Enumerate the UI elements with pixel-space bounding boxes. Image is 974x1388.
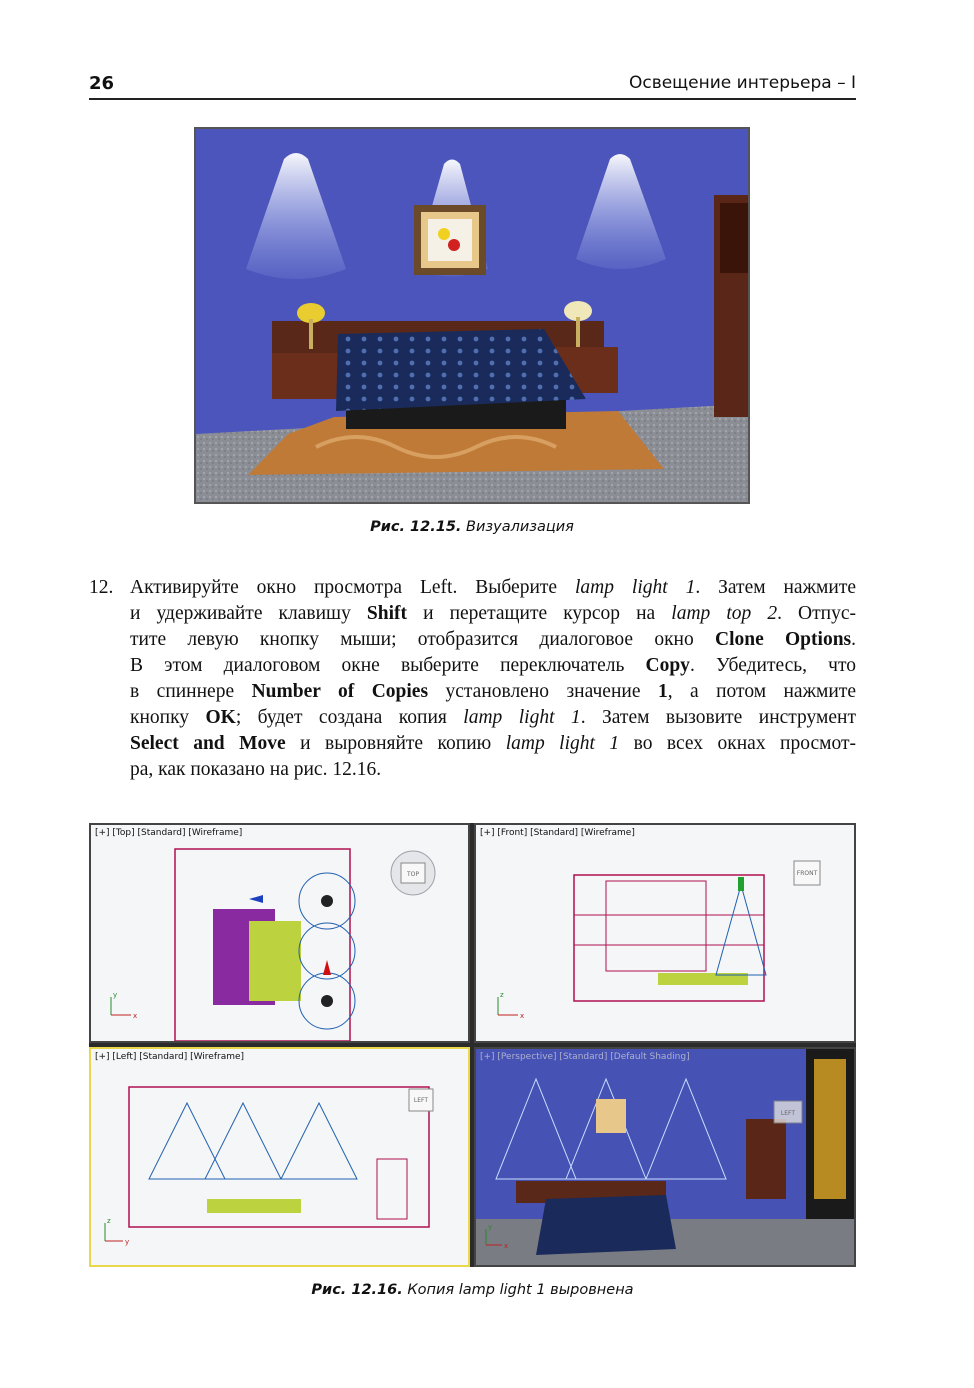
axis-x-front: x bbox=[520, 1012, 525, 1020]
viewport-front[interactable] bbox=[474, 823, 856, 1043]
step-text-run: кнопку bbox=[130, 707, 206, 728]
viewport-left[interactable] bbox=[89, 1047, 470, 1267]
viewport-top[interactable] bbox=[89, 823, 470, 1043]
step-text-run: и перетащите курсор на bbox=[407, 603, 672, 624]
step-object-name: lamp light 1 bbox=[463, 707, 581, 728]
step-line bbox=[130, 731, 856, 757]
step-bold-term: OK bbox=[205, 707, 236, 728]
axis-y-persp: y bbox=[488, 1223, 493, 1231]
step-bold-term: Clone Options bbox=[715, 629, 852, 650]
step-line bbox=[130, 653, 856, 679]
step-number: 12. bbox=[89, 577, 114, 598]
step-text-run: ра, как показано на рис. 12.16. bbox=[130, 759, 382, 780]
step-text bbox=[130, 575, 856, 783]
step-line bbox=[130, 601, 856, 627]
caption-text-1: Визуализация bbox=[461, 519, 574, 535]
step-line bbox=[130, 627, 856, 653]
running-title: Освещение интерьера – I bbox=[628, 73, 856, 93]
step-bold-term: 1 bbox=[657, 681, 668, 702]
viewport-perspective[interactable] bbox=[474, 1047, 856, 1267]
step-text-run: тите левую кнопку мыши; отобразится диалоговое окно bbox=[130, 629, 715, 650]
viewcube-front[interactable]: FRONT bbox=[796, 870, 818, 877]
step-bold-term: Select and Move bbox=[130, 733, 286, 754]
caption-label-1: Рис. 12.15. bbox=[370, 519, 462, 535]
step-bold-term: Number of Copies bbox=[251, 681, 429, 702]
step-text-run: и удерживайте клавишу bbox=[130, 603, 367, 624]
step-text-run: установлено значение bbox=[428, 681, 658, 702]
viewcube-top[interactable]: TOP bbox=[406, 871, 420, 878]
step-text-run: , а потом нажмите bbox=[667, 681, 856, 702]
axis-x-top: x bbox=[133, 1012, 138, 1020]
step-text-run: . bbox=[851, 629, 856, 650]
caption-text-2: Копия lamp light 1 выровнена bbox=[402, 1282, 634, 1298]
step-object-name: lamp top 2 bbox=[671, 603, 778, 624]
step-text-run: Активируйте окно просмотра Left. Выберите bbox=[130, 577, 575, 598]
render-image bbox=[194, 127, 750, 504]
step-line bbox=[130, 575, 856, 601]
step-line bbox=[130, 757, 856, 783]
step-bold-term: Copy bbox=[645, 655, 690, 676]
step-text-run: . Убедитесь, что bbox=[689, 655, 856, 676]
step-line bbox=[130, 679, 856, 705]
step-text-run: и выровняйте копию bbox=[285, 733, 506, 754]
axis-y-left: y bbox=[125, 1238, 130, 1246]
viewcube-left[interactable]: LEFT bbox=[413, 1097, 429, 1104]
step-text-run: . Затем вызовите инструмент bbox=[580, 707, 856, 728]
step-object-name: lamp light 1 bbox=[574, 577, 696, 598]
step-text-run: ; будет создана копия bbox=[235, 707, 464, 728]
step-text-run: во всех окнах просмот- bbox=[619, 733, 856, 754]
viewports-grid bbox=[89, 823, 856, 1267]
step-text-run: в спиннере bbox=[130, 681, 252, 702]
page-number: 26 bbox=[89, 73, 115, 94]
running-header bbox=[89, 70, 856, 100]
figure-caption-1 bbox=[194, 519, 750, 535]
axis-x-persp: x bbox=[504, 1242, 509, 1250]
figure-caption-2 bbox=[89, 1282, 856, 1298]
step-text-run: . Затем нажмите bbox=[695, 577, 856, 598]
step-text-run: В этом диалоговом окне выберите переключатель bbox=[130, 655, 646, 676]
step-line bbox=[130, 705, 856, 731]
viewport-label-perspective[interactable]: [+] [Perspective] [Standard] [Default Shading] bbox=[480, 1052, 690, 1062]
axis-z-left: z bbox=[107, 1217, 111, 1225]
step-bold-term: Shift bbox=[366, 603, 408, 624]
viewport-label-left[interactable]: [+] [Left] [Standard] [Wireframe] bbox=[95, 1052, 245, 1062]
step-object-name: lamp light 1 bbox=[505, 733, 620, 754]
viewport-label-top[interactable]: [+] [Top] [Standard] [Wireframe] bbox=[95, 828, 243, 838]
viewcube-perspective[interactable]: LEFT bbox=[780, 1110, 796, 1117]
step-text-run: . Отпус- bbox=[777, 603, 856, 624]
axis-z-front: z bbox=[500, 991, 504, 999]
axis-y-top: y bbox=[113, 991, 118, 999]
caption-label-2: Рис. 12.16. bbox=[311, 1282, 403, 1298]
viewport-label-front[interactable]: [+] [Front] [Standard] [Wireframe] bbox=[480, 828, 635, 838]
